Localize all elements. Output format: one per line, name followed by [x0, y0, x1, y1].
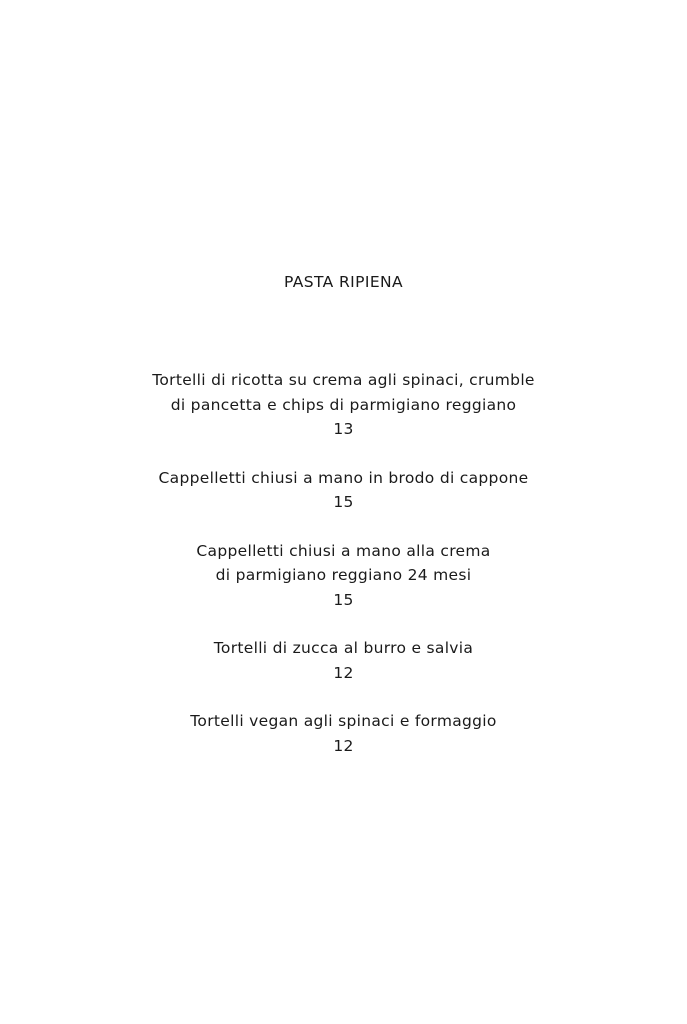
- section-title: PASTA RIPIENA: [283, 273, 404, 291]
- menu-item: [0, 368, 687, 442]
- dish-price: 15: [333, 493, 354, 511]
- dish-name-line: di parmigiano reggiano 24 mesi: [215, 566, 472, 584]
- dish-name-line: di pancetta e chips di parmigiano reggiano: [170, 395, 517, 414]
- dish-price: 12: [333, 736, 354, 755]
- menu-item: [0, 539, 687, 613]
- dish-price: 12: [333, 663, 354, 682]
- menu-item: [0, 636, 687, 685]
- dish-name-line: Tortelli vegan agli spinaci e formaggio: [190, 712, 497, 730]
- menu-list: [0, 368, 687, 758]
- menu-item: [0, 709, 687, 758]
- dish-name-line: Cappelletti chiusi a mano in brodo di cappone: [158, 468, 529, 487]
- dish-name-line: Tortelli di ricotta su crema agli spinaci, crumble: [152, 371, 535, 389]
- dish-name-line: Tortelli di zucca al burro e salvia: [213, 639, 474, 657]
- dish-name-line: Cappelletti chiusi a mano alla crema: [196, 541, 491, 560]
- dish-price: 13: [333, 420, 354, 438]
- menu-item: [0, 466, 687, 515]
- dish-price: 15: [333, 590, 354, 609]
